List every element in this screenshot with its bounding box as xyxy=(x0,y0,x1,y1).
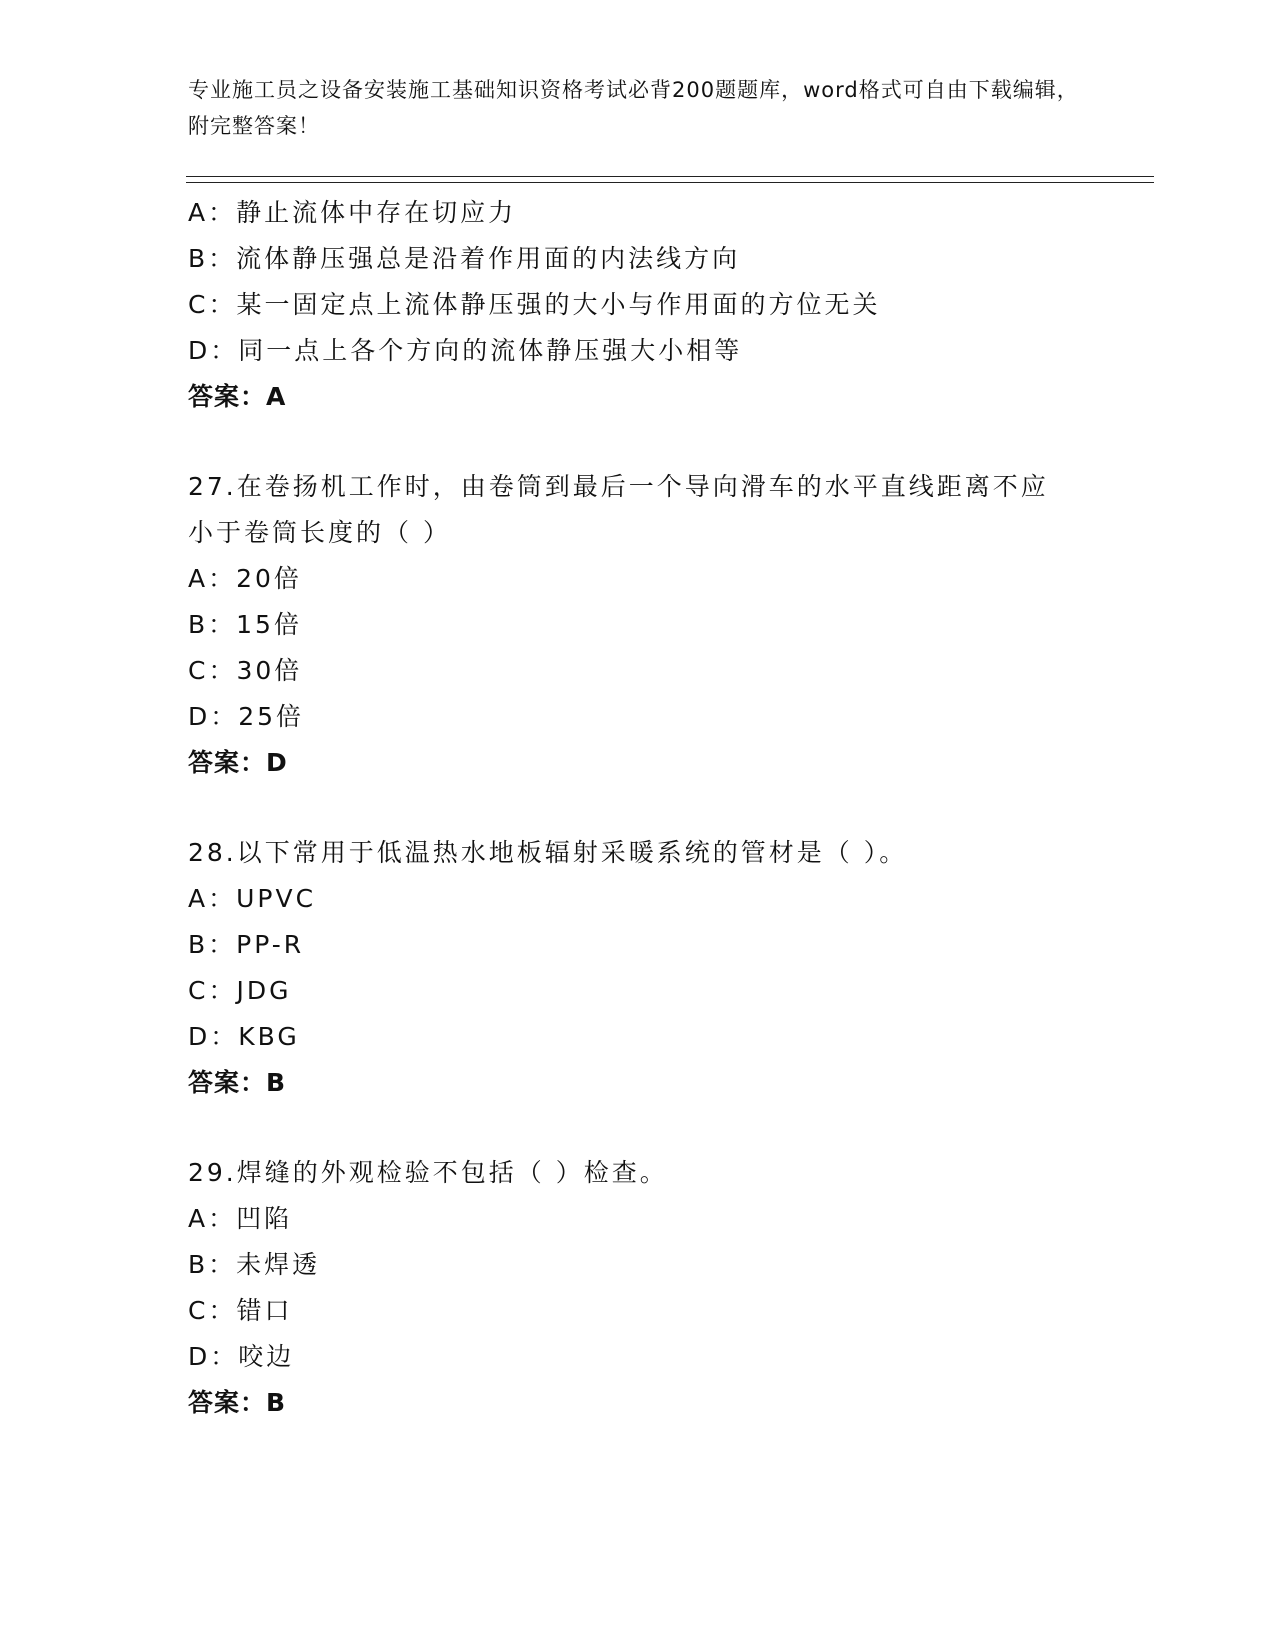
option-c: C：某一固定点上流体静压强的大小与作用面的方位无关 xyxy=(188,290,881,319)
answer-label: 答案：A xyxy=(188,382,287,411)
option-b: B：PP-R xyxy=(188,930,305,959)
answer-label: 答案：B xyxy=(188,1388,287,1417)
question-stem: 27.在卷扬机工作时，由卷筒到最后一个导向滑车的水平直线距离不应小于卷筒长度的（ ） xyxy=(188,472,1049,547)
option-b: B：未焊透 xyxy=(188,1250,321,1279)
question-list xyxy=(188,190,1088,1426)
option-b: B：流体静压强总是沿着作用面的内法线方向 xyxy=(188,244,741,273)
option-a: A：凹陷 xyxy=(188,1204,293,1233)
question-spacer xyxy=(188,420,1088,464)
question-spacer xyxy=(188,786,1088,830)
option-d: D：同一点上各个方向的流体静压强大小相等 xyxy=(188,336,743,365)
question-27 xyxy=(188,464,1088,786)
answer-label: 答案：B xyxy=(188,1068,287,1097)
question-spacer xyxy=(188,1106,1088,1150)
answer-label: 答案：D xyxy=(188,748,288,777)
option-c: C：错口 xyxy=(188,1296,293,1325)
option-c: C：30倍 xyxy=(188,656,303,685)
question-28 xyxy=(188,830,1088,1106)
option-a: A：静止流体中存在切应力 xyxy=(188,198,517,227)
option-c: C：JDG xyxy=(188,976,292,1005)
question-26 xyxy=(188,190,1088,420)
question-29 xyxy=(188,1150,1088,1426)
option-b: B：15倍 xyxy=(188,610,302,639)
document-header: 专业施工员之设备安装施工基础知识资格考试必背200题题库，word格式可自由下载编辑，附完整答案！ xyxy=(188,78,1079,138)
option-a: A：UPVC xyxy=(188,884,317,913)
question-stem: 29.焊缝的外观检验不包括（ ）检查。 xyxy=(188,1158,668,1187)
header-rule-top xyxy=(186,176,1154,177)
option-d: D：KBG xyxy=(188,1022,300,1051)
question-stem: 28.以下常用于低温热水地板辐射采暖系统的管材是（ ）。 xyxy=(188,838,908,867)
option-d: D：25倍 xyxy=(188,702,305,731)
option-a: A：20倍 xyxy=(188,564,302,593)
option-d: D：咬边 xyxy=(188,1342,295,1371)
header-rule-bottom xyxy=(186,182,1154,183)
